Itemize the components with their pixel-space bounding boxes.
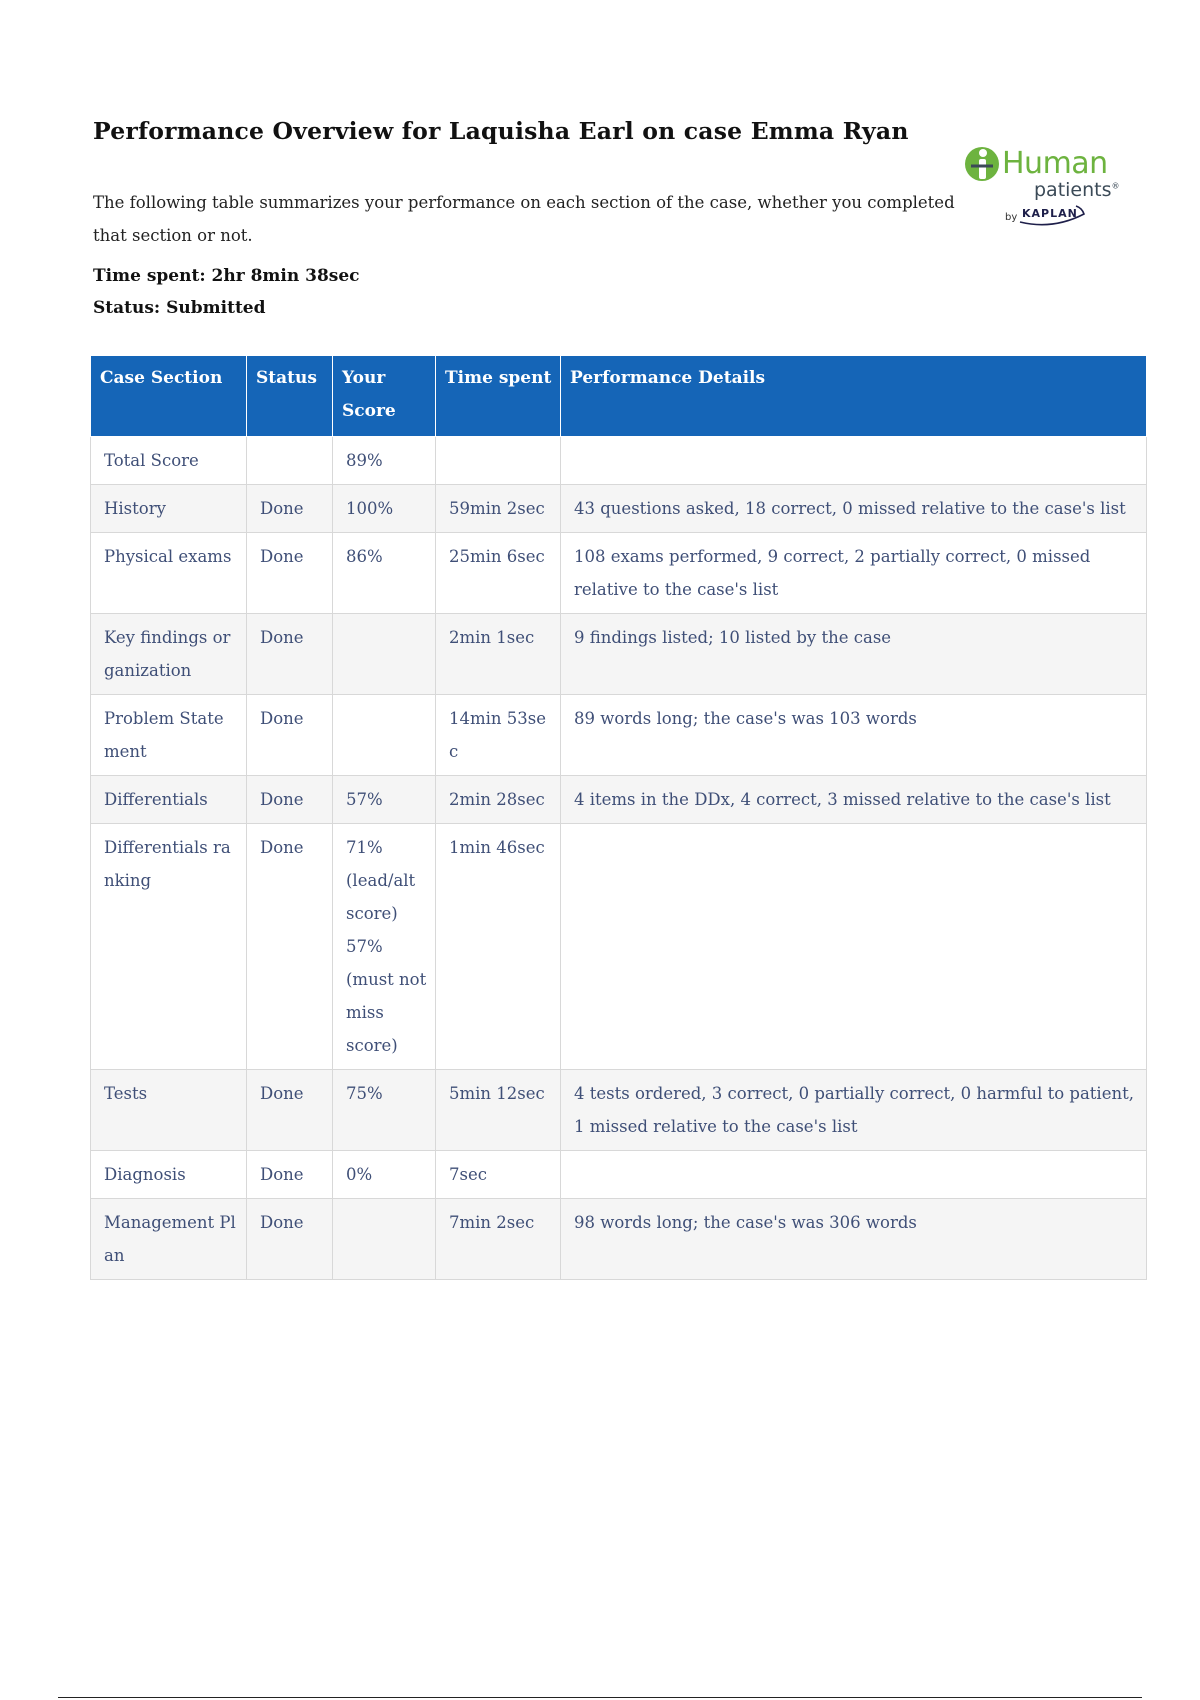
cell-section: Tests <box>91 1070 247 1151</box>
cell-details: 98 words long; the case's was 306 words <box>561 1199 1147 1280</box>
header-status: Status <box>247 356 333 437</box>
cell-score <box>333 695 436 776</box>
cell-status: Done <box>247 1199 333 1280</box>
cell-details <box>561 824 1147 1070</box>
cell-time: 14min 53sec <box>436 695 561 776</box>
cell-section: History <box>91 485 247 533</box>
cell-score: 100% <box>333 485 436 533</box>
intro-paragraph: The following table summarizes your performance on each section of the case, whether you completed that section or not. <box>93 193 955 245</box>
cell-score: 71% (lead/alt score) 57% (must not miss score) <box>333 824 436 1070</box>
cell-details <box>561 437 1147 485</box>
cell-details: 9 findings listed; 10 listed by the case <box>561 614 1147 695</box>
cell-section: Key findings organization <box>91 614 247 695</box>
performance-table <box>90 355 1147 1280</box>
cell-section: Physical exams <box>91 533 247 614</box>
cell-section: Diagnosis <box>91 1151 247 1199</box>
logo-sub-text: patients® <box>1034 179 1120 201</box>
cell-details: 4 tests ordered, 3 correct, 0 partially correct, 0 harmful to patient, 1 missed relative to the case's list <box>561 1070 1147 1151</box>
logo-kaplan-text: KAPLAN <box>1022 207 1078 220</box>
cell-score: 89% <box>333 437 436 485</box>
cell-status: Done <box>247 824 333 1070</box>
cell-status: Done <box>247 1070 333 1151</box>
cell-time: 5min 12sec <box>436 1070 561 1151</box>
page-title: Performance Overview for Laquisha Earl on case Emma Ryan <box>93 117 909 145</box>
cell-details: 89 words long; the case's was 103 words <box>561 695 1147 776</box>
cell-section: Differentials <box>91 776 247 824</box>
cell-time: 2min 1sec <box>436 614 561 695</box>
table-header-row <box>91 356 1147 437</box>
cell-time: 2min 28sec <box>436 776 561 824</box>
cell-section: Management Plan <box>91 1199 247 1280</box>
table-row <box>91 824 1147 1070</box>
cell-score <box>333 614 436 695</box>
table-row <box>91 437 1147 485</box>
cell-details <box>561 1151 1147 1199</box>
footer-divider <box>58 1697 1142 1698</box>
cell-time: 25min 6sec <box>436 533 561 614</box>
cell-status: Done <box>247 776 333 824</box>
cell-time: 59min 2sec <box>436 485 561 533</box>
cell-details: 43 questions asked, 18 correct, 0 missed relative to the case's list <box>561 485 1147 533</box>
cell-status: Done <box>247 695 333 776</box>
logo-brand-text: Human <box>1002 146 1108 181</box>
cell-status: Done <box>247 485 333 533</box>
cell-section: Differentials ranking <box>91 824 247 1070</box>
time-spent-text: Time spent: 2hr 8min 38sec <box>93 266 360 286</box>
cell-details: 4 items in the DDx, 4 correct, 3 missed relative to the case's list <box>561 776 1147 824</box>
cell-section: Problem Statement <box>91 695 247 776</box>
cell-time <box>436 437 561 485</box>
table-row <box>91 485 1147 533</box>
cell-time: 1min 46sec <box>436 824 561 1070</box>
cell-status: Done <box>247 1151 333 1199</box>
cell-status <box>247 437 333 485</box>
cell-score: 75% <box>333 1070 436 1151</box>
cell-score: 57% <box>333 776 436 824</box>
cell-status: Done <box>247 533 333 614</box>
cell-details: 108 exams performed, 9 correct, 2 partially correct, 0 missed relative to the case's list <box>561 533 1147 614</box>
table-row <box>91 614 1147 695</box>
cell-time: 7sec <box>436 1151 561 1199</box>
cell-score: 86% <box>333 533 436 614</box>
ihuman-i-logo-icon <box>962 144 1002 184</box>
table-row <box>91 533 1147 614</box>
logo-by-text: by <box>1005 212 1018 223</box>
cell-time: 7min 2sec <box>436 1199 561 1280</box>
table-row <box>91 1151 1147 1199</box>
cell-section: Total Score <box>91 437 247 485</box>
table-row <box>91 1199 1147 1280</box>
header-time-spent: Time spent <box>436 356 561 437</box>
header-your-score: Your Score <box>333 356 436 437</box>
cell-status: Done <box>247 614 333 695</box>
cell-score: 0% <box>333 1151 436 1199</box>
table-row <box>91 776 1147 824</box>
header-case-section: Case Section <box>91 356 247 437</box>
status-text: Status: Submitted <box>93 298 266 318</box>
ihuman-patients-logo <box>962 142 1132 242</box>
header-performance-details: Performance Details <box>561 356 1147 437</box>
table-row <box>91 1070 1147 1151</box>
table-row <box>91 695 1147 776</box>
cell-score <box>333 1199 436 1280</box>
